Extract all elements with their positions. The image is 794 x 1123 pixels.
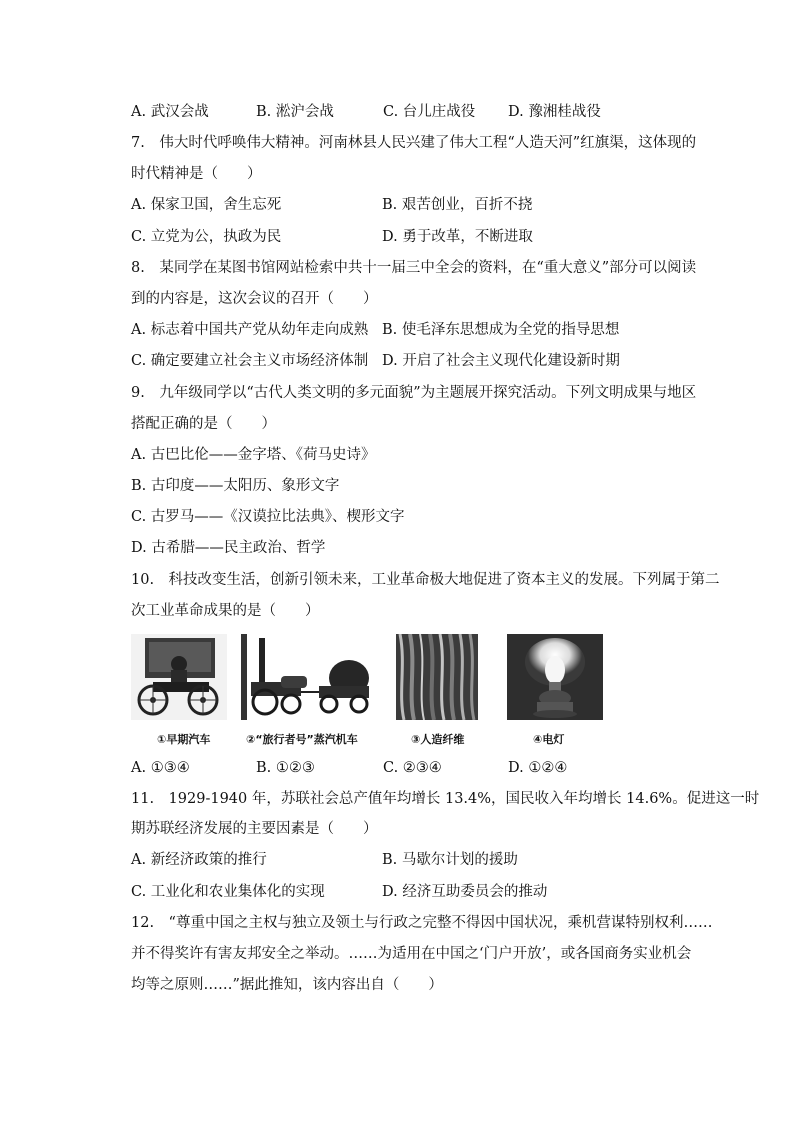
- q8-option-a: A. 标志着中国共产党从幼年走向成熟: [131, 322, 369, 338]
- q12-stem-line-2: 并不得奖许有害友邦安全之举动。……为适用在中国之‘门户开放’，或各国商务实业机会: [131, 946, 692, 962]
- q11-option-d: D. 经济互助委员会的推动: [382, 884, 548, 900]
- q11-stem-line-1: 11. 1929-1940 年，苏联社会总产值年均增长 13.4%，国民收入年均增长 14.6%。促进这一时: [131, 791, 760, 807]
- q11-stem-line-2: 期苏联经济发展的主要因素是（ ）: [131, 821, 378, 837]
- q8-stem-line-2: 到的内容是，这次会议的召开（ ）: [131, 291, 378, 307]
- image-caption-4: ④电灯: [533, 733, 565, 746]
- q10-stem-line-2: 次工业革命成果的是（ ）: [131, 603, 320, 619]
- q10-option-a: A. ①③④: [131, 760, 190, 776]
- q9-stem-line-2: 搭配正确的是（ ）: [131, 416, 276, 432]
- q6-option-d: D. 豫湘桂战役: [508, 104, 601, 120]
- q6-option-c: C. 台儿庄战役: [383, 104, 476, 120]
- q11-option-a: A. 新经济政策的推行: [131, 852, 267, 868]
- artificial-fiber-image: [396, 634, 478, 720]
- q7-option-a: A. 保家卫国，舍生忘死: [131, 197, 282, 213]
- q9-option-d: D. 古希腊——民主政治、哲学: [131, 540, 326, 556]
- q12-stem-line-3: 均等之原则……”据此推知，该内容出自（ ）: [131, 977, 443, 993]
- q7-stem-line-2: 时代精神是（ ）: [131, 166, 262, 182]
- q7-option-d: D. 勇于改革，不断进取: [382, 229, 533, 245]
- q7-option-c: C. 立党为公，执政为民: [131, 229, 282, 245]
- q8-option-b: B. 使毛泽东思想成为全党的指导思想: [382, 322, 620, 338]
- q10-option-d: D. ①②④: [508, 760, 568, 776]
- q8-option-c: C. 确定要建立社会主义市场经济体制: [131, 353, 369, 369]
- q10-stem-line-1: 10. 科技改变生活，创新引领未来，工业革命极大地促进了资本主义的发展。下列属于第二: [131, 572, 720, 588]
- early-automobile-image: [131, 634, 227, 720]
- q7-option-b: B. 艰苦创业，百折不挠: [382, 197, 533, 213]
- q9-option-c: C. 古罗马——《汉谟拉比法典》、楔形文字: [131, 509, 405, 525]
- image-caption-2: ②“旅行者号”蒸汽机车: [246, 733, 358, 746]
- q6-option-a: A. 武汉会战: [131, 104, 209, 120]
- q9-option-a: A. 古巴比伦——金字塔、《荷马史诗》: [131, 447, 376, 463]
- steam-locomotive-image: [241, 634, 373, 720]
- q9-stem-line-1: 9. 九年级同学以“古代人类文明的多元面貌”为主题展开探究活动。下列文明成果与地区: [131, 385, 697, 401]
- q6-option-b: B. 淞沪会战: [256, 104, 334, 120]
- q12-stem-line-1: 12. “尊重中国之主权与独立及领土与行政之完整不得因中国状况，乘机营谋特别权利……: [131, 915, 713, 931]
- q9-option-b: B. 古印度——太阳历、象形文字: [131, 478, 340, 494]
- q8-stem-line-1: 8. 某同学在某图书馆网站检索中共十一届三中全会的资料，在“重大意义”部分可以阅读: [131, 260, 697, 276]
- q10-option-c: C. ②③④: [383, 760, 442, 776]
- q10-option-b: B. ①②③: [256, 760, 315, 776]
- q8-option-d: D. 开启了社会主义现代化建设新时期: [382, 353, 620, 369]
- q7-stem-line-1: 7. 伟大时代呼唤伟大精神。河南林县人民兴建了伟大工程“人造天河”红旗渠，这体现的: [131, 135, 697, 151]
- electric-lamp-image: [507, 634, 603, 720]
- image-caption-1: ①早期汽车: [157, 733, 211, 746]
- image-caption-3: ③人造纤维: [411, 733, 465, 746]
- q11-option-c: C. 工业化和农业集体化的实现: [131, 884, 325, 900]
- q11-option-b: B. 马歇尔计划的援助: [382, 852, 518, 868]
